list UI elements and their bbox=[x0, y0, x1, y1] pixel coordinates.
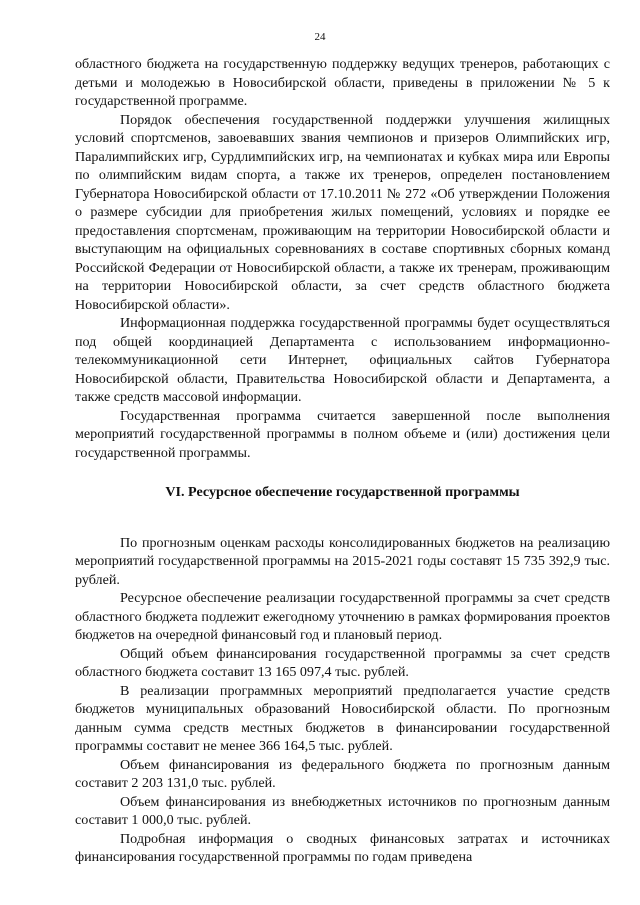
page-number: 24 bbox=[314, 31, 326, 43]
paragraph-continuation: областного бюджета на государственную поддержку ведущих тренеров, работающих с детьми и молодежью в Новосибирской области, приведены в приложении № 5 к государственной программе. bbox=[75, 56, 610, 109]
paragraph-detailed-info: Подробная информация о сводных финансовых затратах и источниках финансирования государственной программы по годам приведена bbox=[75, 830, 610, 865]
paragraph-regional-budget-total: Общий объем финансирования государственной программы за счет средств областного бюджета составит 13 165 097,4 тыс. рублей. bbox=[75, 645, 610, 680]
paragraph-consolidated-budget: По прогнозным оценкам расходы консолидированных бюджетов на реализацию мероприятий государственной программы на 2015-2021 годы составят 15 735 392,9 тыс. рублей. bbox=[75, 534, 610, 588]
paragraph-program-completion: Государственная программа считается завершенной после выполнения мероприятий государственной программы в полном объеме и (или) достижения цели государственной программы. bbox=[75, 407, 610, 461]
paragraph-housing-support: Порядок обеспечения государственной поддержки улучшения жилищных условий спортсменов, завоевавших звания чемпионов и призеров Олимпийских игр, Паралимпийских игр, Сурдлимпийских игр, на чемпионатах и кубках мира или Европы по олимпийским видам спорта, а также их тренеров, определен постановлением Губернатора Новосибирской области от 17.10.2011 № 272 «Об утверждении Положения о размере субсидии для приобретения жилых помещений, условиях и порядке ее предоставления спортсменам, проживающим на территории Новосибирской области и выступающим на официальных соревнованиях в составе спортивных сборных команд Российской Федерации от Новосибирской области, а также их тренерам, проживающим на территории Новосибирской области, за счет средств областного бюджета Новосибирской области». bbox=[75, 111, 610, 313]
document-body bbox=[75, 55, 610, 867]
section-heading: VI. Ресурсное обеспечение государственной программы bbox=[165, 484, 520, 500]
paragraph-extrabudgetary: Объем финансирования из внебюджетных источников по прогнозным данным составит 1 000,0 тыс. рублей. bbox=[75, 793, 610, 828]
paragraph-information-support: Информационная поддержка государственной программы будет осуществляться под общей координацией Департамента с использованием информационно-телекоммуникационной сети Интернет, официальных сайтов Губернатора Новосибирской области, Правительства Новосибирской области и Департамента, а также средств массовой информации. bbox=[75, 315, 610, 405]
paragraph-municipal-budget: В реализации программных мероприятий предполагается участие средств бюджетов муниципальных образований Новосибирской области. По прогнозным данным сумма средств местных бюджетов в финансировании государственной программы составит не менее 366 164,5 тыс. рублей. bbox=[75, 682, 610, 754]
paragraph-federal-budget: Объем финансирования из федерального бюджета по прогнозным данным составит 2 203 131,0 тыс. рублей. bbox=[75, 756, 610, 791]
paragraph-regional-budget-update: Ресурсное обеспечение реализации государственной программы за счет средств областного бюджета подлежит ежегодному уточнению в рамках формирования проектов бюджетов на очередной финансовый год и плановый период. bbox=[75, 590, 610, 643]
